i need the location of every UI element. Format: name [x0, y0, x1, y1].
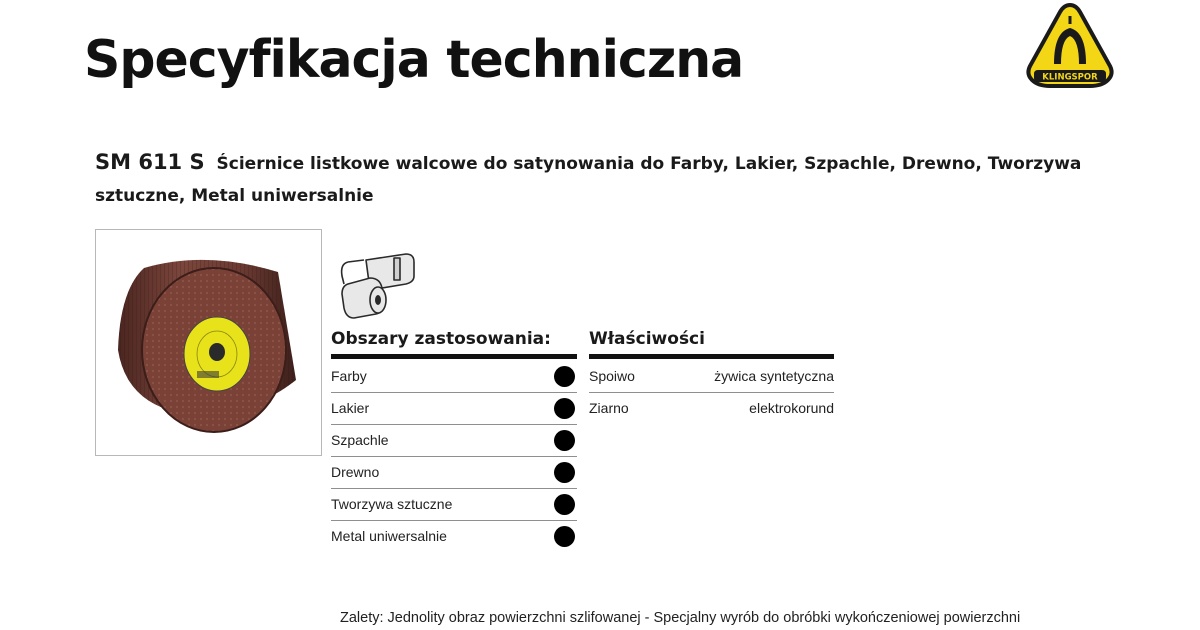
list-item	[331, 457, 577, 489]
klingspor-logo-icon	[1024, 2, 1116, 90]
list-item	[331, 361, 577, 393]
application-area-label: Drewno	[331, 464, 380, 480]
filled-dot-icon	[554, 462, 575, 483]
property-label: Spoiwo	[589, 368, 635, 384]
application-areas-list	[331, 361, 577, 552]
list-item	[331, 521, 577, 552]
application-area-label: Tworzywa sztuczne	[331, 496, 453, 512]
property-row	[589, 361, 834, 393]
flap-wheel-image	[96, 230, 321, 455]
properties-list	[589, 361, 834, 424]
property-label: Ziarno	[589, 400, 629, 416]
list-item	[331, 425, 577, 457]
product-image-frame	[95, 229, 322, 456]
logo-wordmark: KLINGSPOR	[1042, 72, 1098, 83]
advantages-footer: Zalety: Jednolity obraz powierzchni szlifowanej - Specjalny wyrób do obróbki wykończeniowej powierzchni	[340, 610, 1021, 626]
filled-dot-icon	[554, 366, 575, 387]
page-title: Specyfikacja techniczna	[84, 30, 744, 90]
property-value: elektrokorund	[749, 400, 834, 416]
product-code: SM 611 S	[95, 150, 205, 174]
property-row	[589, 393, 834, 424]
filled-dot-icon	[554, 398, 575, 419]
filled-dot-icon	[554, 430, 575, 451]
application-area-label: Farby	[331, 368, 367, 384]
product-description: Ściernice listkowe walcowe do satynowania do Farby, Lakier, Szpachle, Drewno, Tworzywa sztuczne, Metal uniwersalnie	[95, 154, 1082, 206]
application-areas-title: Obszary zastosowania:	[331, 329, 577, 359]
list-item	[331, 393, 577, 425]
property-value: żywica syntetyczna	[714, 368, 834, 384]
list-item	[331, 489, 577, 521]
application-area-label: Szpachle	[331, 432, 389, 448]
application-area-label: Lakier	[331, 400, 370, 416]
filled-dot-icon	[554, 494, 575, 515]
application-area-label: Metal uniwersalnie	[331, 528, 447, 544]
properties-title: Właściwości	[589, 329, 834, 359]
filled-dot-icon	[554, 526, 575, 547]
product-heading	[95, 146, 1135, 212]
satin-finishing-machine-icon	[336, 248, 420, 322]
